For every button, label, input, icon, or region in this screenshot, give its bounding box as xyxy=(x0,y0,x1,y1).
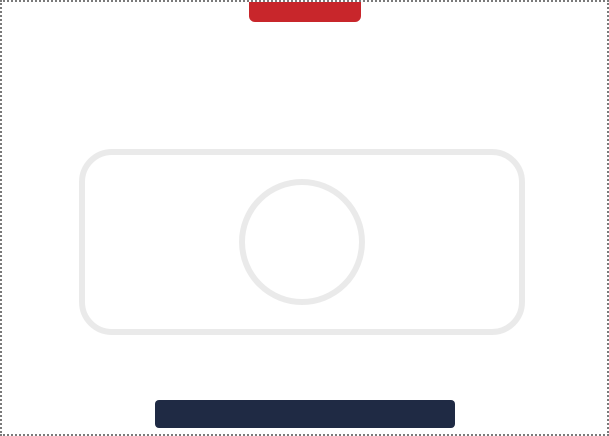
first-round-tag xyxy=(249,2,361,22)
issuer-signature xyxy=(155,400,455,428)
watermark-logo-icon xyxy=(62,122,542,362)
